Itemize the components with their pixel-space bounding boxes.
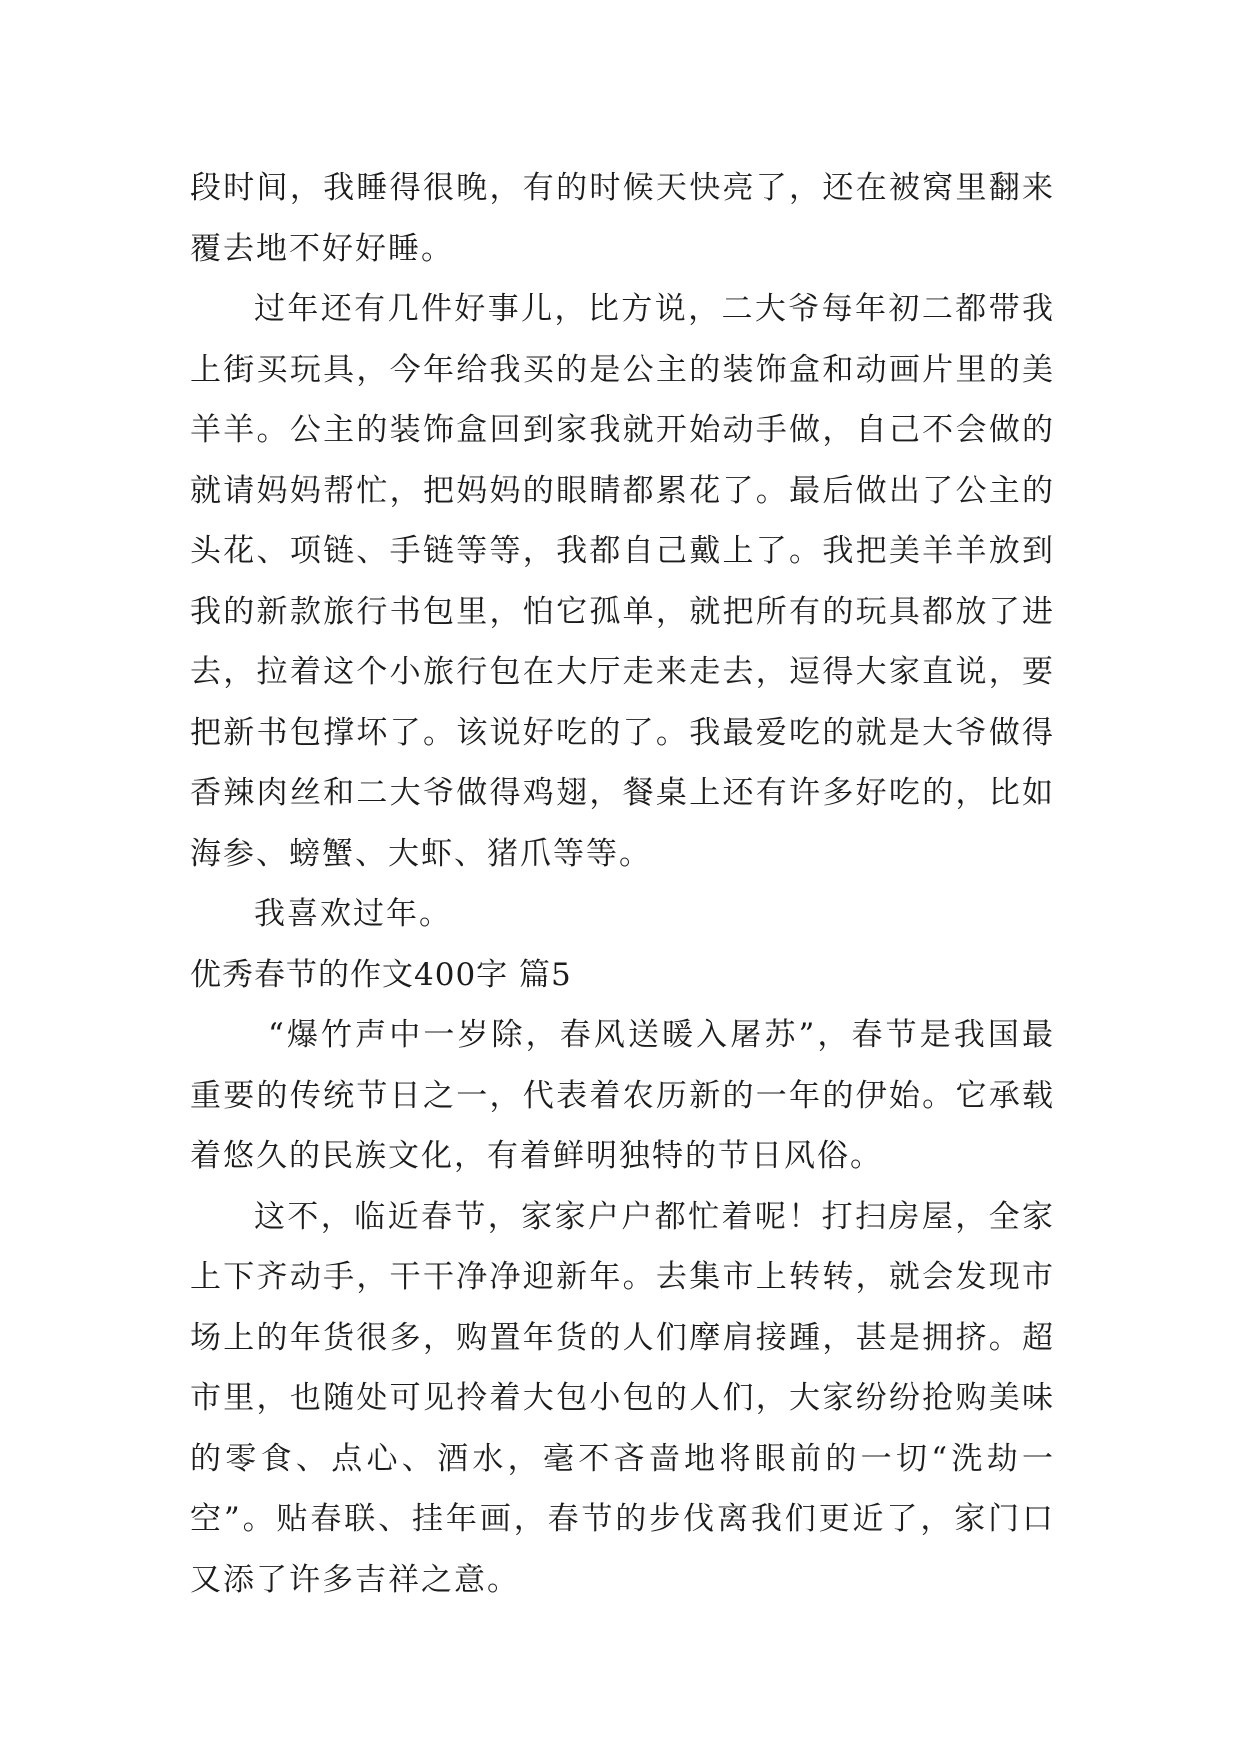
paragraph-preparations: 这不，临近春节，家家户户都忙着呢！打扫房屋，全家上下齐动手，干干净净迎新年。去集市上转转，就会发现市场上的年货很多，购置年货的人们摩肩接踵，甚是拥挤。超市里，也随处可见拎着大包小包的人们，大家纷纷抢购美味的零食、点心、酒水，毫不吝啬地将眼前的一切“洗劫一空”。贴春联、挂年画，春节的步伐离我们更近了，家门口又添了许多吉祥之意。: [190, 1198, 1055, 1598]
paragraph-new-year-toys-and-food: 过年还有几件好事儿，比方说，二大爷每年初二都带我上街买玩具，今年给我买的是公主的装饰盒和动画片里的美羊羊。公主的装饰盒回到家我就开始动手做，自己不会做的就请妈妈帮忙，把妈妈的眼睛都累花了。最后做出了公主的头花、项链、手链等等，我都自己戴上了。我把美羊羊放到我的新款旅行书包里，怕它孤单，就把所有的玩具都放了进去，拉着这个小旅行包在大厅走来走去，逗得大家直说，要把新书包撑坏了。该说好吃的了。我最爱吃的就是大爷做得香辣肉丝和二大爷做得鸡翅，餐桌上还有许多好吃的，比如海参、螃蟹、大虾、猪爪等等。: [190, 291, 1055, 872]
paragraph-i-like-new-year: 我喜欢过年。: [254, 896, 452, 932]
paragraph-continuation: 段时间，我睡得很晚，有的时候天快亮了，还在被窝里翻来覆去地不好好睡。: [190, 170, 1055, 267]
paragraph-spring-festival-intro: “爆竹声中一岁除，春风送暖入屠苏”，春节是我国最重要的传统节日之一，代表着农历新的一年的伊始。它承载着悠久的民族文化，有着鲜明独特的节日风俗。: [190, 1017, 1055, 1174]
document-body: [190, 158, 1055, 1610]
essay-heading: 优秀春节的作文400字 篇5: [190, 956, 572, 993]
